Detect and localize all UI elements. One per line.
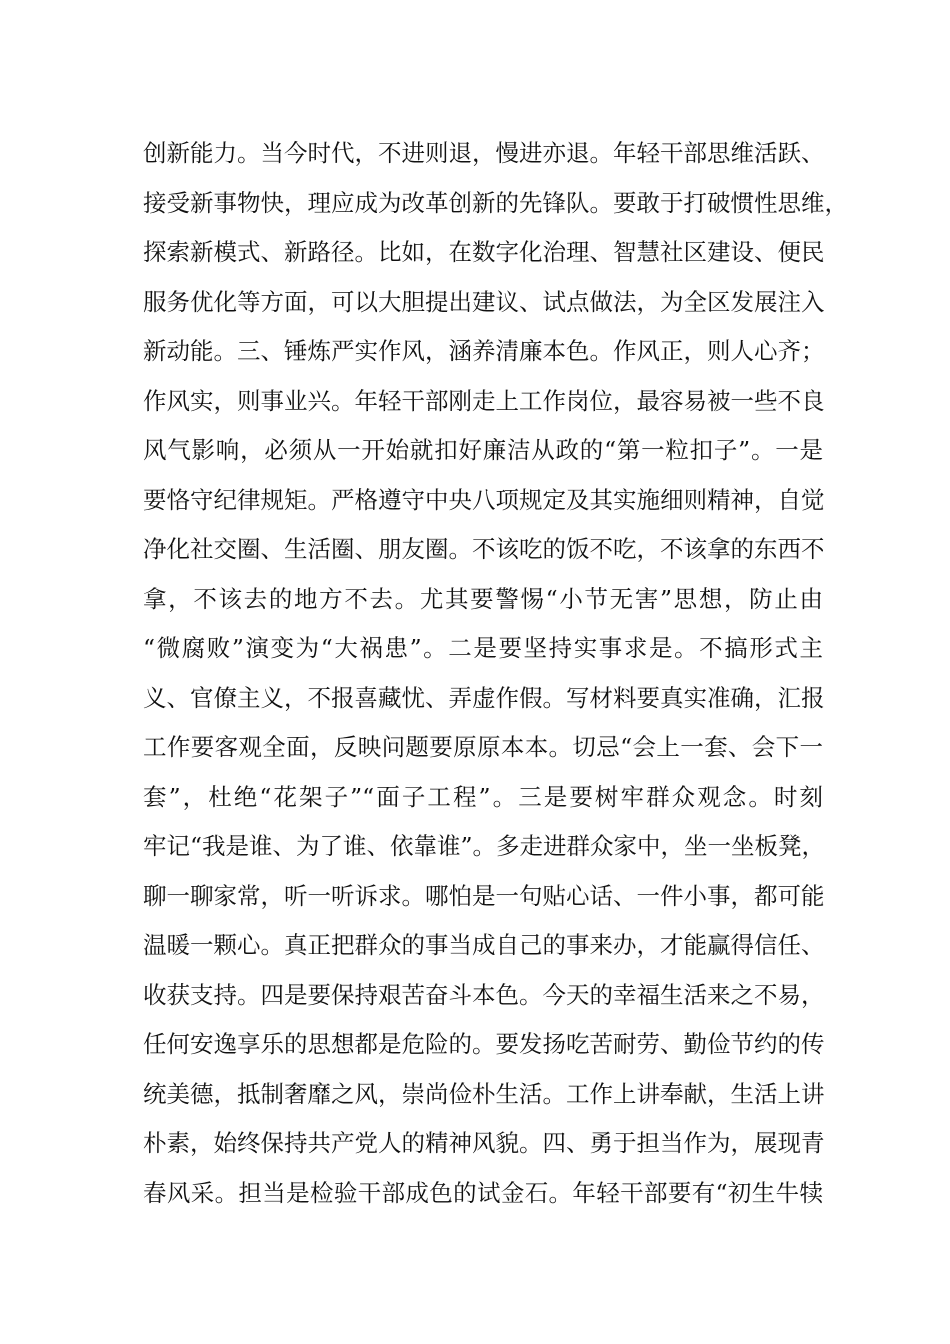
text-line: 聊一聊家常，听一听诉求。哪怕是一句贴心话、一件小事，都可能 xyxy=(143,881,825,910)
text-line: 朴素，始终保持共产党人的精神风貌。四、勇于担当作为，展现青 xyxy=(143,1129,825,1157)
text-line: 服务优化等方面，可以大胆提出建议、试点做法，为全区发展注入 xyxy=(143,287,825,316)
text-line: 风气影响，必须从一开始就扣好廉洁从政的“第一粒扣子”。一是 xyxy=(143,436,823,464)
text-line: 作风实，则事业兴。年轻干部刚走上工作岗位，最容易被一些不良 xyxy=(143,386,825,415)
text-line: 要恪守纪律规矩。严格遵守中央八项规定及其实施细则精神，自觉 xyxy=(143,485,825,514)
text-line: 义、官僚主义，不报喜藏忧、弄虚作假。写材料要真实准确，汇报 xyxy=(143,683,825,712)
text-line: 探索新模式、新路径。比如，在数字化治理、智慧社区建设、便民 xyxy=(143,238,825,266)
text-line: 接受新事物快，理应成为改革创新的先锋队。要敢于打破惯性思维， xyxy=(143,188,848,217)
text-line: 套”，杜绝“花架子”“面子工程”。三是要树牢群众观念。时刻 xyxy=(143,782,823,811)
text-line: 拿，不该去的地方不去。尤其要警惕“小节无害”思想，防止由 xyxy=(143,584,823,613)
body-text xyxy=(143,129,848,1218)
text-line: 统美德，抵制奢靡之风，崇尚俭朴生活。工作上讲奉献，生活上讲 xyxy=(143,1079,825,1108)
text-line: 净化社交圈、生活圈、朋友圈。不该吃的饭不吃，不该拿的东西不 xyxy=(143,535,825,563)
text-line: 收获支持。四是要保持艰苦奋斗本色。今天的幸福生活来之不易， xyxy=(143,980,825,1009)
text-line: 温暖一颗心。真正把群众的事当成自己的事来办，才能赢得信任、 xyxy=(143,931,825,959)
text-line: “微腐败”演变为“大祸患”。二是要坚持实事求是。不搞形式主 xyxy=(143,634,823,662)
text-line: 新动能。三、锤炼严实作风，涵养清廉本色。作风正，则人心齐； xyxy=(143,337,825,365)
text-line: 牢记“我是谁、为了谁、依靠谁”。多走进群众家中，坐一坐板凳， xyxy=(143,832,826,860)
text-line: 工作要客观全面，反映问题要原原本本。切忌“会上一套、会下一 xyxy=(143,733,823,761)
text-line: 任何安逸享乐的思想都是危险的。要发扬吃苦耐劳、勤俭节约的传 xyxy=(143,1030,825,1058)
text-line: 创新能力。当今时代，不进则退，慢进亦退。年轻干部思维活跃、 xyxy=(143,139,825,167)
text-line: 春风采。担当是检验干部成色的试金石。年轻干部要有“初生牛犊 xyxy=(143,1178,823,1207)
